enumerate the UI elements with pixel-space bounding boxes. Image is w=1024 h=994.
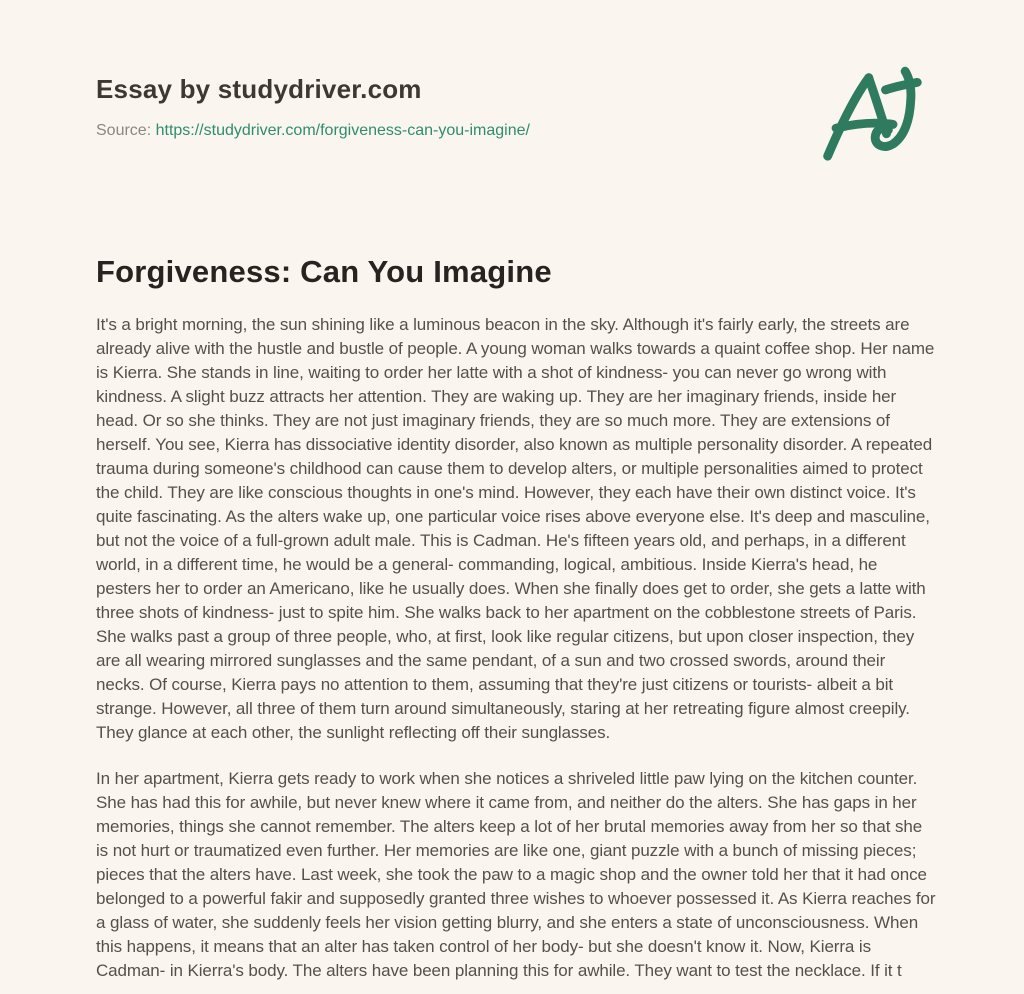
source-label: Source: <box>96 122 152 139</box>
essay-title: Forgiveness: Can You Imagine <box>96 254 552 289</box>
essay-paragraph-2: In her apartment, Kierra gets ready to work when she notices a shriveled little paw lying on the kitchen counter. She has had this for awhile, but never knew where it came from, and neither do the alters. She has gaps in her memories, things she cannot remember. The alters keep a lot of her brutal memories away from her so that she is not hurt or traumatized even further. Her memories are like one, giant puzzle with a bunch of missing pieces; pieces that the alters have. Last week, she took the paw to a magic shop and the owner told her that it had once belonged to a powerful fakir and supposedly granted three wishes to whoever possessed it. As Kierra reaches for a glass of water, she suddenly feels her vision getting blurry, and she enters a state of unconsciousness. When this happens, it means that an alter has taken control of her body- but she doesn't know it. Now, Kierra is Cadman- in Kierra's body. The alters have been planning this for awhile. They want to test the necklace. If it t <box>96 769 936 980</box>
page-header <box>96 74 824 140</box>
studydriver-a-plus-logo-icon <box>818 60 940 172</box>
essay-paragraph-1: It's a bright morning, the sun shining like a luminous beacon in the sky. Although it's fairly early, the streets are already alive with the hustle and bustle of people. A young woman walks towards a quaint coffee shop. Her name is Kierra. She stands in line, waiting to order her latte with a shot of kindness- you can never go wrong with kindness. A slight buzz attracts her attention. They are waking up. They are her imaginary friends, inside her head. Or so she thinks. They are not just imaginary friends, they are so much more. They are extensions of herself. You see, Kierra has dissociative identity disorder, also known as multiple personality disorder. A repeated trauma during someone's childhood can cause them to develop alters, or multiple personalities aimed to protect the child. They are like conscious thoughts in one's mind. However, they each have their own distinct voice. It's quite fascinating. As the alters wake up, one particular voice rises above everyone else. It's deep and masculine, but not the voice of a full-grown adult male. This is Cadman. He's fifteen years old, and perhaps, in a different world, in a different time, he would be a general- commanding, logical, ambitious. Inside Kierra's head, he pesters her to order an Americano, like he usually does. When she finally does get to order, she gets a latte with three shots of kindness- just to spite him. She walks back to her apartment on the cobblestone streets of Paris. She walks past a group of three people, who, at first, look like regular citizens, but upon closer inspection, they are all wearing mirrored sunglasses and the same pendant, of a sun and two crossed swords, around their necks. Of course, Kierra pays no attention to them, assuming that they're just citizens or tourists- albeit a bit strange. However, all three of them turn around simultaneously, staring at her retreating figure almost creepily. They glance at each other, the sunlight reflecting off their sunglasses. <box>96 315 935 742</box>
source-line <box>96 122 824 140</box>
essay-body <box>96 313 936 994</box>
byline-heading: Essay by studydriver.com <box>96 74 422 104</box>
source-url-link[interactable]: https://studydriver.com/forgiveness-can-you-imagine/ <box>155 122 530 139</box>
